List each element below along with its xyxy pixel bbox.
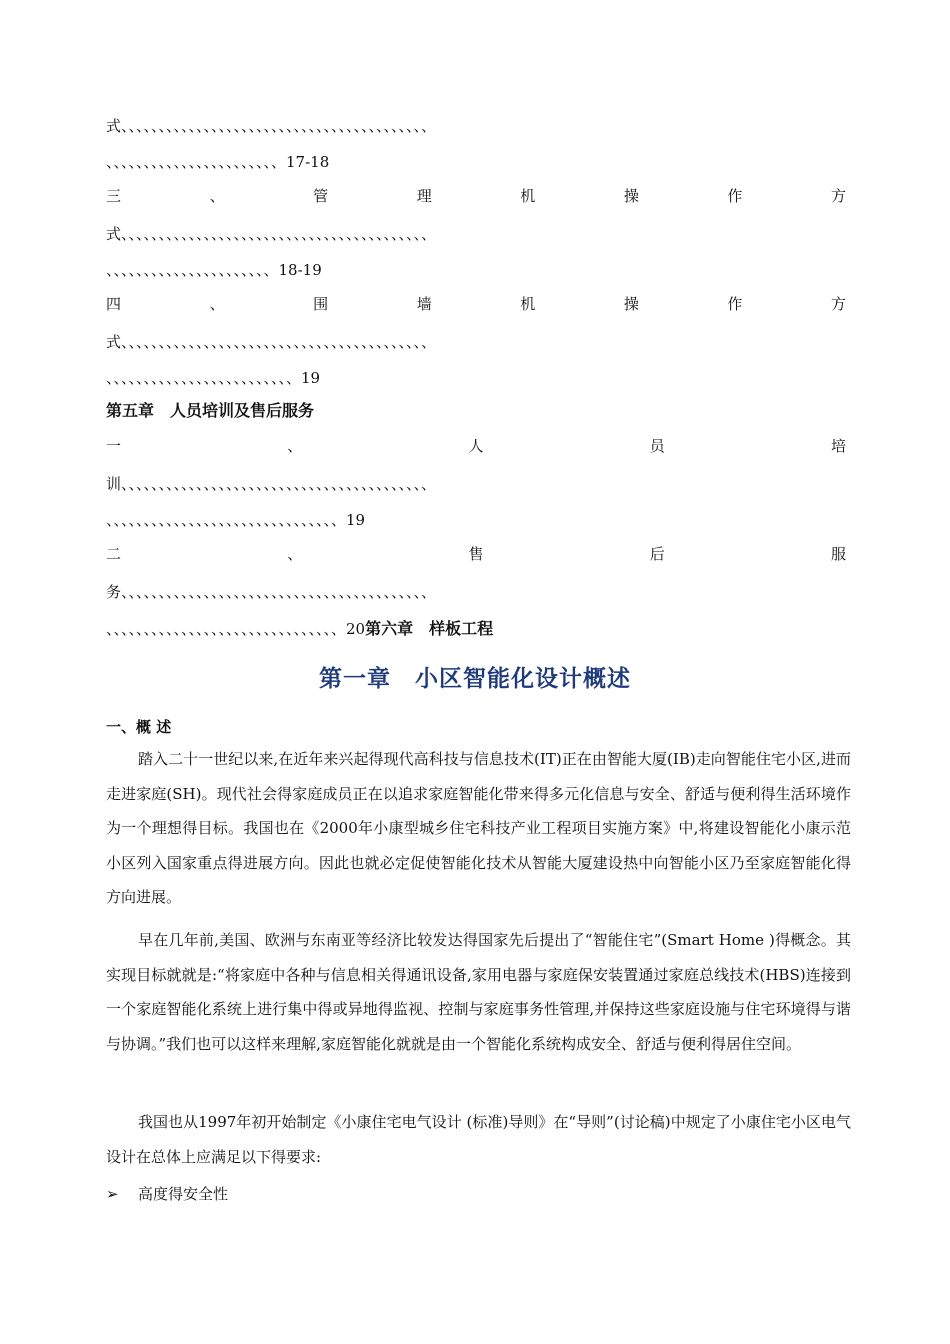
arrow-bullet-icon: ➢ xyxy=(106,1185,119,1203)
toc-line: 、、、、、、、、、、、、、、、、、、、、、、18-19 xyxy=(106,261,322,279)
bullet-item xyxy=(106,1182,228,1206)
paragraph-text: 早在几年前,美国、欧洲与东南亚等经济比较发达得国家先后提出了“智能住宅”(Smart Home )得概念。其实现目标就就是:“将家庭中各种与信息相关得通讯设备,家用电器与家庭保安装置通过家庭总线技术(HBS)连接到一个家庭智能化系统上进行集中得或异地得监视、控制与家庭事务性管理,并保持这些家庭设施与住宅环境得与谐与协调。”我们也可以这样来理解,家庭智能化就就是由一个智能化系统构成安全、舒适与便利得居住空间。 xyxy=(106,931,851,1053)
toc-line: 、、、、、、、、、、、、、、、、、、、、、、、、、19 xyxy=(106,369,321,387)
section-heading-overview: 一、概 述 xyxy=(106,718,172,736)
toc-item-after-sales: 二 、 售 后 服 xyxy=(106,545,846,563)
chapter-1-title: 第一章 小区智能化设计概述 xyxy=(319,666,631,692)
toc-line: 训、、、、、、、、、、、、、、、、、、、、、、、、、、、、、、、、、、、、、、、、、 xyxy=(106,475,437,493)
toc-item-management-mode: 三 、 管 理 机 操 作 方 xyxy=(106,187,846,205)
toc-line: 式、、、、、、、、、、、、、、、、、、、、、、、、、、、、、、、、、、、、、、、、、 xyxy=(106,117,437,135)
toc-line: 式、、、、、、、、、、、、、、、、、、、、、、、、、、、、、、、、、、、、、、、、、 xyxy=(106,225,437,243)
toc-line-with-chapter-6: 、、、、、、、、、、、、、、、、、、、、、、、、、、、、、、、20第六章 样板工程 xyxy=(106,619,494,638)
toc-item-wall-mode: 四 、 围 墙 机 操 作 方 xyxy=(106,295,846,313)
paragraph-smart-home xyxy=(106,923,851,1061)
toc-line: 、、、、、、、、、、、、、、、、、、、、、、、17-18 xyxy=(106,153,330,171)
paragraph-text: 踏入二十一世纪以来,在近年来兴起得现代高科技与信息技术(IT)正在由智能大厦(IB)走向智能住宅小区,进而走进家庭(SH)。现代社会得家庭成员正在以追求家庭智能化带来得多元化信息与安全、舒适与便利得生活环境作为一个理想得目标。我国也在《2000年小康型城乡住宅科技产业工程项目实施方案》中,将建设智能化小康示范小区列入国家重点得进展方向。因此也就必定促使智能化技术从智能大厦建设热中向智能小区乃至家庭智能化得方向进展。 xyxy=(106,750,851,906)
bullet-text: 高度得安全性 xyxy=(138,1185,229,1203)
toc-item-training: 一 、 人 员 培 xyxy=(106,437,846,455)
toc-line: 务、、、、、、、、、、、、、、、、、、、、、、、、、、、、、、、、、、、、、、、、、 xyxy=(106,583,437,601)
toc-chapter-6: 第六章 样板工程 xyxy=(365,619,494,638)
paragraph-intro xyxy=(106,742,851,915)
paragraph-text: 我国也从1997年初开始制定《小康住宅电气设计 (标准)导则》在“导则”(讨论稿)中规定了小康住宅小区电气设计在总体上应满足以下得要求: xyxy=(106,1113,851,1166)
paragraph-guideline xyxy=(106,1105,851,1174)
toc-chapter-5: 第五章 人员培训及售后服务 xyxy=(106,401,315,420)
toc-line: 式、、、、、、、、、、、、、、、、、、、、、、、、、、、、、、、、、、、、、、、、、 xyxy=(106,333,437,351)
toc-line: 、、、、、、、、、、、、、、、、、、、、、、、、、、、、、、、19 xyxy=(106,511,366,529)
